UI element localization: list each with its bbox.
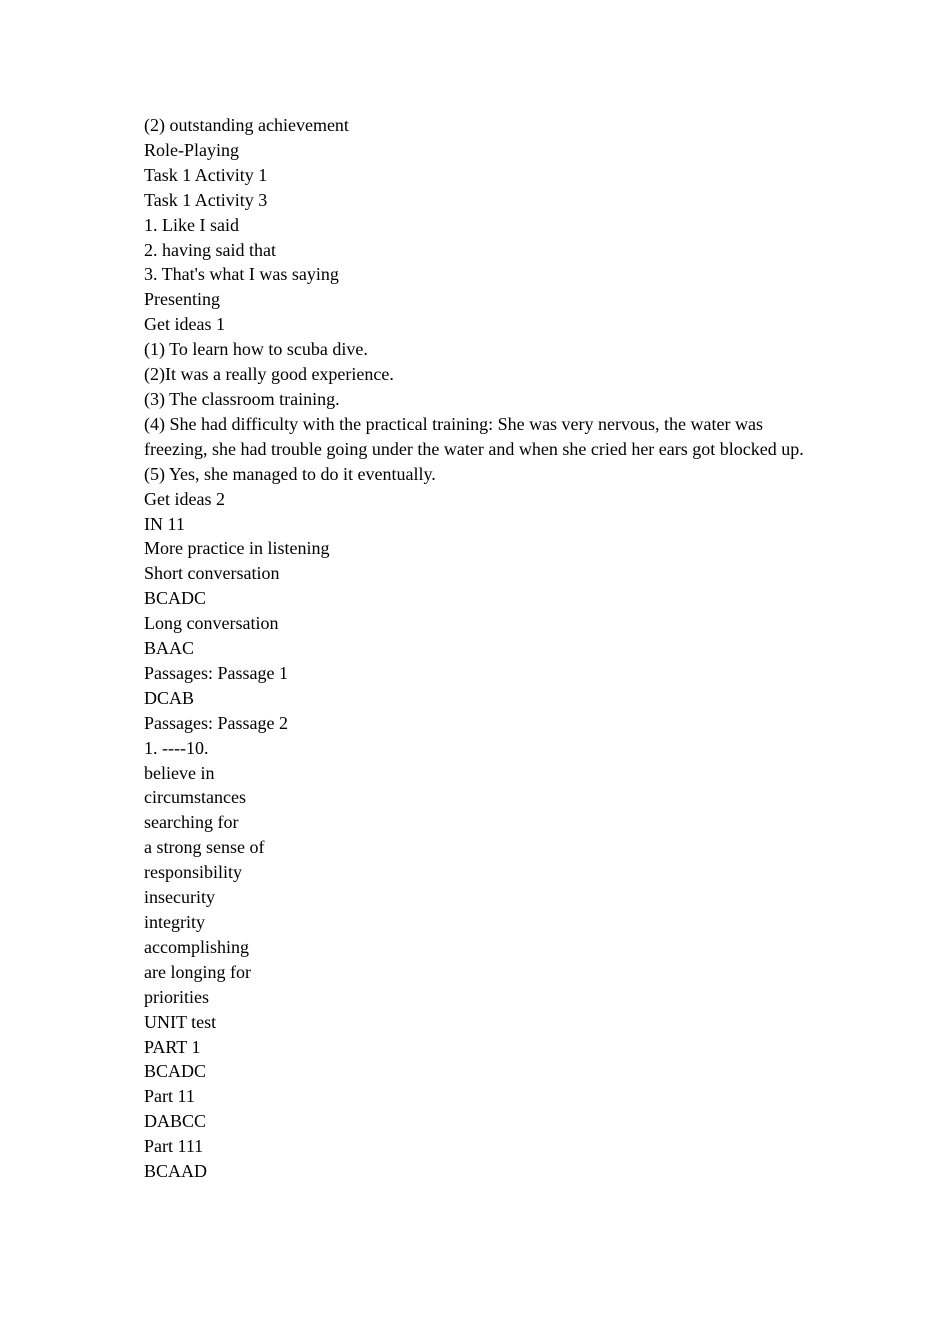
section-heading: Long conversation (144, 613, 279, 634)
section-heading: Passages: Passage 1 (144, 662, 288, 683)
answer-line: 2. having said that (144, 239, 276, 260)
answer-line: (1) To learn how to scuba dive. (144, 339, 368, 360)
answer-line: (3) The classroom training. (144, 388, 340, 409)
section-heading: Get ideas 2 (144, 488, 225, 509)
answer-key: BCAAD (144, 1161, 208, 1182)
answer-key: BCADC (144, 1061, 207, 1082)
answer-line: responsibility (144, 862, 242, 883)
answer-line: 1. Like I said (144, 214, 239, 235)
section-heading: PART 1 (144, 1036, 201, 1057)
answer-line: 3. That's what I was saying (144, 264, 339, 285)
section-heading: Task 1 Activity 3 (144, 189, 268, 210)
section-heading: Part 11 (144, 1086, 195, 1107)
section-heading: UNIT test (144, 1011, 217, 1032)
section-heading: Short conversation (144, 563, 280, 584)
answer-key: DABCC (144, 1111, 207, 1132)
section-heading: More practice in listening (144, 538, 330, 559)
answer-line: are longing for (144, 961, 251, 982)
section-heading: Presenting (144, 289, 220, 310)
answer-line: a strong sense of (144, 837, 265, 858)
answer-key: BAAC (144, 638, 195, 659)
section-heading: Get ideas 1 (144, 314, 225, 335)
answer-line: insecurity (144, 887, 215, 908)
answer-paragraph: (4) She had difficulty with the practical training: She was very nervous, the water was freezing, she had trouble going under the water and when she cried her ears got blocked up. (144, 413, 804, 459)
section-heading: IN 11 (144, 513, 185, 534)
answer-line: (5) Yes, she managed to do it eventually. (144, 463, 436, 484)
text-line: (2) outstanding achievement (144, 115, 349, 135)
document-page (144, 113, 814, 1184)
answer-key: DCAB (144, 687, 195, 708)
answer-line: accomplishing (144, 936, 249, 957)
section-heading: Passages: Passage 2 (144, 712, 288, 733)
answer-line: believe in (144, 762, 215, 783)
section-heading: Role-Playing (144, 139, 239, 160)
answer-line: circumstances (144, 787, 246, 808)
answer-line: (2)It was a really good experience. (144, 364, 394, 385)
answer-key: BCADC (144, 588, 207, 609)
answer-line: 1. ----10. (144, 737, 209, 758)
section-heading: Part 111 (144, 1136, 204, 1157)
section-heading: Task 1 Activity 1 (144, 164, 268, 185)
answer-line: priorities (144, 986, 209, 1007)
answer-line: searching for (144, 812, 239, 833)
answer-line: integrity (144, 912, 205, 932)
